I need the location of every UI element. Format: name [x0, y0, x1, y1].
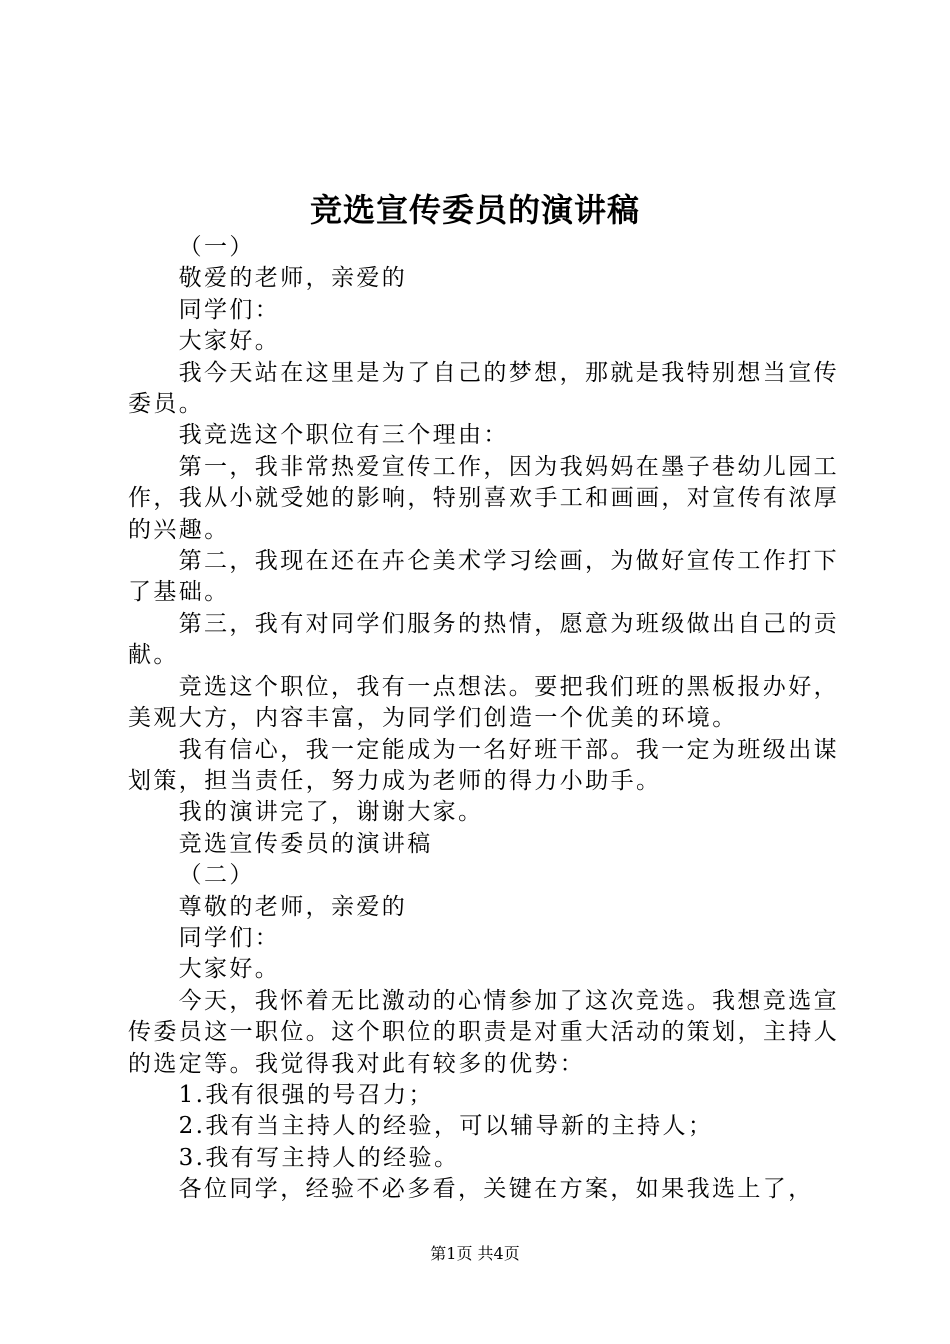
- paragraph: 我的演讲完了，谢谢大家。: [178, 799, 484, 826]
- paragraph: 同学们：: [178, 924, 281, 951]
- paragraph: （一）: [178, 234, 255, 260]
- paragraph: 第三，我有对同学们服务的热情，愿意为班级做出自己的贡献。: [128, 610, 839, 669]
- paragraph: 1.我有很强的号召力；: [178, 1081, 434, 1108]
- paragraph: 今天，我怀着无比激动的心情参加了这次竞选。我想竞选宣传委员这一职位。这个职位的职责是对重大活动的策划，主持人的选定等。我觉得我对此有较多的优势：: [128, 987, 840, 1077]
- paragraph: 我今天站在这里是为了自己的梦想，那就是我特别想当宣传委员。: [128, 359, 839, 418]
- paragraph: 第二，我现在还在卉仑美术学习绘画，为做好宣传工作打下了基础。: [128, 548, 839, 606]
- paragraph: 敬爱的老师，亲爱的: [178, 265, 408, 292]
- paragraph: 3.我有写主持人的经验。: [178, 1144, 460, 1171]
- paragraph: 各位同学，经验不必多看，关键在方案，如果我选上了，: [178, 1176, 814, 1203]
- paragraph: 尊敬的老师，亲爱的: [178, 893, 408, 920]
- paragraph: 竞选宣传委员的演讲稿: [178, 830, 433, 857]
- paragraph: 同学们：: [178, 296, 281, 323]
- page-title: 竞选宣传委员的演讲稿: [309, 191, 640, 229]
- paragraph: 我有信心，我一定能成为一名好班干部。我一定为班级出谋划策，担当责任，努力成为老师的得力小助手。: [128, 736, 839, 794]
- paragraph: 大家好。: [178, 956, 281, 983]
- paragraph: （二）: [178, 862, 255, 889]
- paragraph: 2.我有当主持人的经验，可以辅导新的主持人；: [178, 1113, 714, 1140]
- page-footer: 第1页 共4页: [430, 1244, 520, 1263]
- document-body: [128, 232, 840, 1206]
- paragraph: 第一，我非常热爱宣传工作，因为我妈妈在墨子巷幼儿园工作，我从小就受她的影响，特别喜欢手工和画画，对宣传有浓厚的兴趣。: [128, 453, 840, 543]
- paragraph: 竞选这个职位，我有一点想法。要把我们班的黑板报办好，美观大方，内容丰富，为同学们创造一个优美的环境。: [128, 673, 839, 732]
- paragraph: 我竞选这个职位有三个理由：: [178, 422, 509, 449]
- paragraph: 大家好。: [178, 328, 281, 355]
